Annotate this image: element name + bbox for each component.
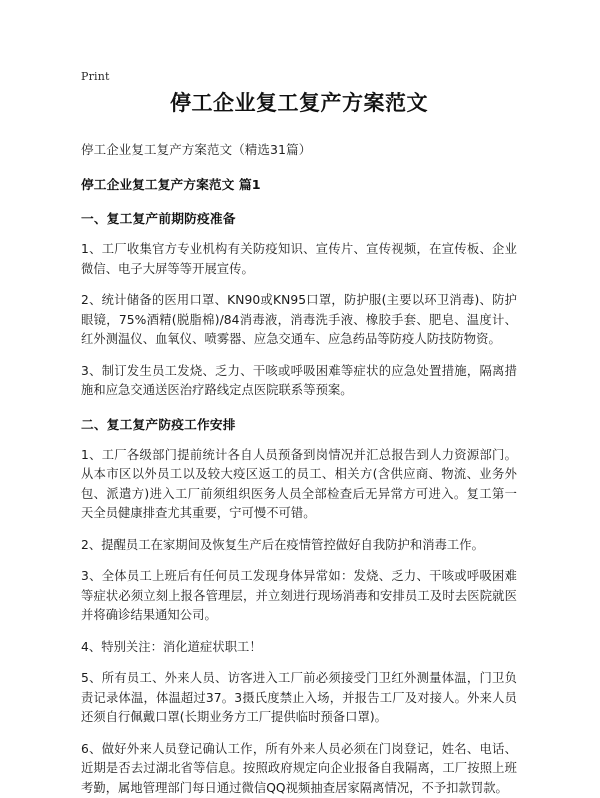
section-paragraph: 3、制订发生员工发烧、乏力、干咳或呼吸困难等症状的应急处置措施，隔离措施和应急交通送医治疗路线定点医院联系等预案。	[81, 362, 517, 401]
article-heading: 停工企业复工复产方案范文 篇1	[81, 175, 517, 195]
section-heading: 二、复工复产防疫工作安排	[81, 415, 517, 435]
section-paragraph: 5、所有员工、外来人员、访客进入工厂前必须接受门卫红外测量体温，门卫负责记录体温，体温超过37。3摄氏度禁止入场，并报告工厂及对接人。外来人员还须自行佩戴口罩(长期业务方工厂提供临时预备口罩)。	[81, 669, 517, 728]
section-paragraph: 2、统计储备的医用口罩、KN90或KN95口罩，防护服(主要以环卫消毒)、防护眼镜，75%酒精(脱脂棉)/84消毒液，消毒洗手液、橡胶手套、肥皂、温度计、红外测温仪、血氧仪、喷雾器、应急交通车、应急药品等防疫人防技防物资。	[81, 291, 517, 350]
document-section	[81, 209, 517, 401]
section-heading: 一、复工复产前期防疫准备	[81, 209, 517, 229]
page-title: 停工企业复工复产方案范文	[81, 88, 517, 118]
document-content	[81, 88, 517, 798]
section-paragraph: 2、提醒员工在家期间及恢复生产后在疫情管控做好自我防护和消毒工作。	[81, 536, 517, 556]
document-subtitle: 停工企业复工复产方案范文（精选31篇）	[81, 140, 517, 160]
section-paragraph: 3、全体员工上班后有任何员工发现身体异常如：发烧、乏力、干咳或呼吸困难等症状必须立刻上报各管理层，并立刻进行现场消毒和安排员工及时去医院就医并将确诊结果通知公司。	[81, 567, 517, 626]
section-paragraph: 1、工厂各级部门提前统计各自人员预备到岗情况并汇总报告到人力资源部门。从本市区以外员工以及较大疫区返工的员工、相关方(含供应商、物流、业务外包、派遣方)进入工厂前须组织医务人员全部检查后无异常方可进入。复工第一天全员健康排查尤其重要，宁可慢不可错。	[81, 446, 517, 524]
print-link[interactable]: Print	[81, 70, 110, 84]
document-section	[81, 415, 517, 798]
section-paragraph: 1、工厂收集官方专业机构有关防疫知识、宣传片、宣传视频，在宣传板、企业微信、电子大屏等等开展宣传。	[81, 240, 517, 279]
section-paragraph: 6、做好外来人员登记确认工作，所有外来人员必须在门岗登记，姓名、电话、近期是否去过湖北省等信息。按照政府规定向企业报备自我隔离，工厂按照上班考勤，属地管理部门每日通过微信QQ视频抽查居家隔离情况，不予扣款罚款。	[81, 740, 517, 798]
section-paragraph: 4、特别关注：消化道症状职工！	[81, 638, 517, 658]
